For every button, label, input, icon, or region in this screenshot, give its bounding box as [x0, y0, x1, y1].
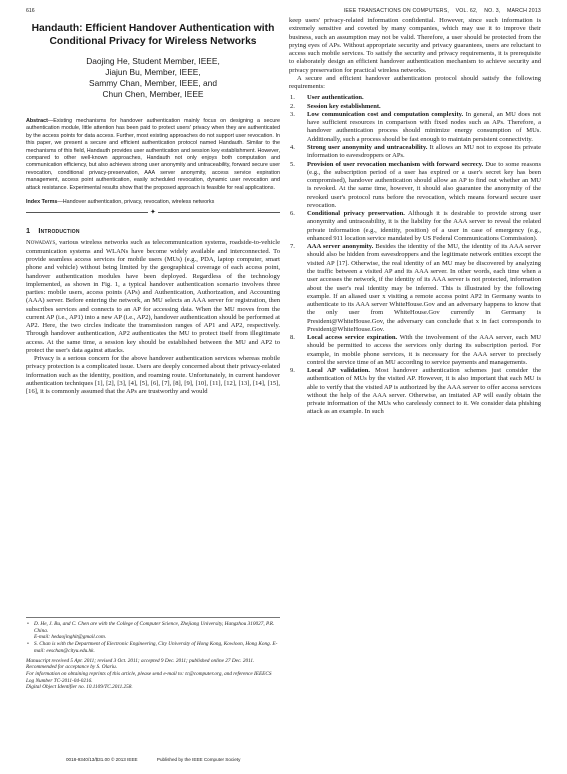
list-item: [289, 243, 541, 334]
index-terms-text: —Handover authentication, privacy, revocation, wireless networks: [57, 199, 215, 206]
list-item: [289, 103, 541, 111]
item-heading: Low communication cost and computation complexity.: [307, 110, 464, 118]
author-line: Daojing He, Student Member, IEEE,: [86, 56, 220, 66]
page-number: 616: [26, 8, 35, 14]
section-heading: [26, 226, 280, 235]
item-text: Besides the identity of the MU, the identity of its AAA server should also be hidden from eavesdroppers and the legitimate network entities except the visited AP [17]. Otherwise, the real identity of an MU may be discovered by analyzing the traffic between a visited AP and its AAA server. In other words, each time when a user accesses the network, if the identity of its AAA server is not protected, information about the user's real identity may be inferred. This is illustrated by the following example. If an aliased user x visiting a remote access point AP2 in Germany wants to authenticate to its AAA server WhiteHouse.Gov and an adversary happens to know that the only user from WhiteHouse.Gov currently in Germany is President@WhiteHouse.Gov, the adversary can conclude that x in fact corresponds to President@WhiteHouse.Gov.: [307, 243, 541, 333]
manuscript-history: Manuscript received 5 Apr. 2011; revised 3 Oct. 2011; accepted 9 Dec. 2011; published online 27 Dec. 2011.: [26, 657, 255, 664]
footnotes: [26, 617, 280, 691]
paragraph: A secure and efficient handover authentication protocol should satisfy the following requirements:: [289, 74, 541, 91]
divider-line-left: [26, 212, 148, 213]
index-terms: [26, 199, 280, 206]
section-title: Introduction: [38, 226, 80, 236]
item-heading: Provision of user revocation mechanism with forward secrecy.: [307, 160, 484, 168]
intro-text: various wireless networks such as telecommunication systems, roadside-to-vehicle communication systems and WLANs have become widely available and interconnected. To provide seamless access services for mobile users (MUs) (e.g., PDA, laptop computer, smart phone and vehicle) without being limited by the geographical coverage of each access point, handover authentication modules have been deployed. Regardless of the technology implemented, as shown in Fig. 1, a typical handover authentication scenario involves three parties: mobile users, access points (APs) and Authentication, Authorization, and Accounting (AAA) server. Before entering the network, an MU selects an AAA server for registration, then subscribes services and connects to an AP for accessing data. When the MU moves from the current AP (i.e., AP1) into a new AP (i.e., AP2), handover authentication should be performed at AP2. Here, the two circles indicate the transmission ranges of AP1 and AP2, respectively. Through handover authentication, AP2 authenticates the MU to protect itself from illegitimate access. At the same time, a session key should be established between the MU and AP2 to protect the user's data against attacks.: [26, 239, 280, 354]
item-number: 7.: [290, 243, 295, 251]
section-number: 1: [26, 226, 31, 236]
list-item: [289, 94, 541, 102]
copyright-code: 0018-9340/13/$31.00 © 2013 IEEE: [66, 757, 138, 762]
reprints-note: For information on obtaining reprints of this article, please send e-mail to: tc@computer.org, and reference IEEECS Log Number TC-2011-04-0216.: [26, 670, 272, 684]
intro-lead-word: Nowadays,: [26, 239, 57, 247]
abstract-text: —Existing mechanisms for handover authentication mainly focus on designing a secure authentication module, little attention has been paid to protect users' privacy when they are authenticated by the access points for data access. Further, most existing approaches do not support user revocation. In this paper, we present a secure and efficient authentication protocol named Handauth. Similar to the mechanisms of this field, Handauth provides user authentication and session key establishment. However, compared to other well-known approaches, Handauth not only enjoys both computation and communication efficiency, but also achieves strong user anonymity and untraceability, forward secure user revocation, conditional privacy-preservation, AAA server anonymity, access service expiration management, access point authentication, easily scheduled revocation, dynamic user revocation and attack resistance. Experimental results show that the proposed approach is feasible for real applications.: [26, 118, 280, 191]
item-heading: User authentication.: [307, 94, 364, 102]
publisher-note: Published by the IEEE Computer Society: [156, 757, 241, 762]
bullet-icon: •: [27, 641, 29, 648]
affiliation-text: D. He, J. Bu, and C. Chen are with the College of Computer Science, Zhejiang University, Hangzhou 310027, P.R. China.: [34, 621, 275, 634]
item-number: 3.: [290, 110, 295, 118]
intro-paragraph: [26, 239, 280, 355]
list-item: [289, 161, 541, 211]
paragraph: keep users' privacy-related information confidential. However, since such information is extremely sensitive and coveted by many companies, which may use it to improve their business, such an assumption may not be valid. Therefore, a user should be protected from the prying eyes of APs. Without appropriate security and privacy guarantees, users are reluctant to access such mobile services. To satisfy the security and privacy requirements, it is prerequisite to elaborately design an efficient handover authentication mechanism to achieve security and privacy preservation for practical wireless networks.: [289, 17, 541, 74]
index-terms-label: Index Terms: [26, 199, 58, 206]
list-item: [289, 334, 541, 367]
item-text: Although it is desirable to provide strong user anonymity and untraceability, it is the liability for the AAA server to reveal the related private information (e.g., identity, position) of a user in case of emergency (e.g., enhanced 911 location service mandated by US Federal Communications Commission).: [307, 210, 541, 242]
list-item: [289, 367, 541, 417]
footnote-affiliation: [26, 621, 280, 641]
list-item: [289, 111, 541, 144]
item-heading: Conditional privacy preservation.: [307, 210, 405, 218]
item-heading: AAA server anonymity.: [307, 243, 374, 251]
item-heading: Local access service expiration.: [307, 334, 398, 342]
section-divider: [26, 208, 280, 216]
right-column: [289, 17, 541, 417]
affiliation-text: S. Chan is with the Department of Electronic Engineering, City University of Hong Kong, Kowloon, Hong Kong. E-mail: eeschan@cityu.edu.hk.: [34, 641, 278, 654]
item-heading: Session key establishment.: [307, 102, 381, 110]
item-number: 9.: [290, 367, 295, 375]
item-text: In general, an MU does not have sufficient resources in comparison with fixed nodes such as APs. Therefore, a handover authentication process should minimize energy consumption of MUs. Additionally, such a process should be fast enough to maintain persistent connectivity.: [307, 110, 541, 143]
page-footer: [66, 757, 258, 762]
author-line: Chun Chen, Member, IEEE: [102, 89, 204, 99]
item-number: 6.: [290, 210, 295, 218]
item-number: 5.: [290, 160, 295, 168]
item-number: 8.: [290, 334, 295, 342]
abstract: [26, 118, 280, 192]
author-list: [26, 56, 280, 100]
author-line: Sammy Chan, Member, IEEE, and: [88, 78, 217, 88]
author-line: Jiajun Bu, Member, IEEE,: [105, 67, 201, 77]
item-text: With the involvement of the AAA server, each MU should be permitted to access the services only during its subscription period. For example, in mobile phone services, it is necessary for the AAA server to precisely control the service time of an MU according to service payments and managements.: [307, 334, 541, 366]
abstract-label: Abstract: [26, 118, 48, 124]
item-number: 2.: [290, 102, 295, 110]
item-text: It allows an MU not to expose its private information to eavesdroppers or APs.: [307, 143, 541, 160]
list-item: [289, 210, 541, 243]
doi-note: Digital Object Identifier no. 10.1109/TC.2011.258.: [26, 684, 133, 691]
footnote-rule: [26, 617, 280, 618]
bullet-icon: •: [27, 621, 29, 627]
item-number: 4.: [290, 143, 295, 151]
diamond-icon: ✦: [150, 207, 156, 216]
footnote-affiliation: [26, 641, 280, 654]
item-number: 1.: [290, 94, 295, 102]
left-column: [26, 20, 280, 397]
recommended-note: Recommended for acceptance by S. Olariu.: [26, 664, 118, 671]
paper-title: Handauth: Efficient Handover Authentication with Conditional Privacy for Wireless Networks: [31, 23, 275, 47]
item-text: Due to some reasons (e.g., the subscription period of a user has expired or a user's secret key has been compromised), handover authentication should allow an AP to find out whether an MU is revoked. At the same time, however, it should also guarantee the anonymity of the revoked user's protocol runs before the revocation, which means forward secure user revocation.: [307, 160, 541, 209]
item-heading: Local AP validation.: [307, 367, 371, 375]
item-heading: Strong user anonymity and untraceability.: [307, 143, 428, 151]
item-text: Most handover authentication schemes just consider the authentication of MUs by the visited AP. However, it is also important that each MU is able to verify that the visited AP is authorized by the AAA server to offer access services without the help of the AAA server. Otherwise, an imitated AP will easily obtain the private information of the MUs who carelessly connect to it. We consider data phishing attack as an example. In such: [307, 367, 541, 416]
divider-line-right: [158, 212, 280, 213]
list-item: [289, 144, 541, 161]
requirements-list: [289, 94, 541, 416]
privacy-paragraph: Privacy is a serious concern for the above handover authentication services whereas mobile privacy protection is a complicated issue. Users are deeply concerned about their privacy-related information such as the identity, position, and roaming route. Unfortunately, in current handover authentication techniques [1], [2], [3], [4], [5], [6], [7], [8], [9], [10], [11], [12], [13], [14], [15], [16], it is commonly assumed that the APs are trustworthy and would: [26, 355, 280, 396]
journal-header: IEEE TRANSACTIONS ON COMPUTERS, VOL. 62, NO. 3, MARCH 2013: [343, 8, 541, 14]
email-text: E-mail: hedaojinghit@gmail.com.: [34, 634, 107, 641]
